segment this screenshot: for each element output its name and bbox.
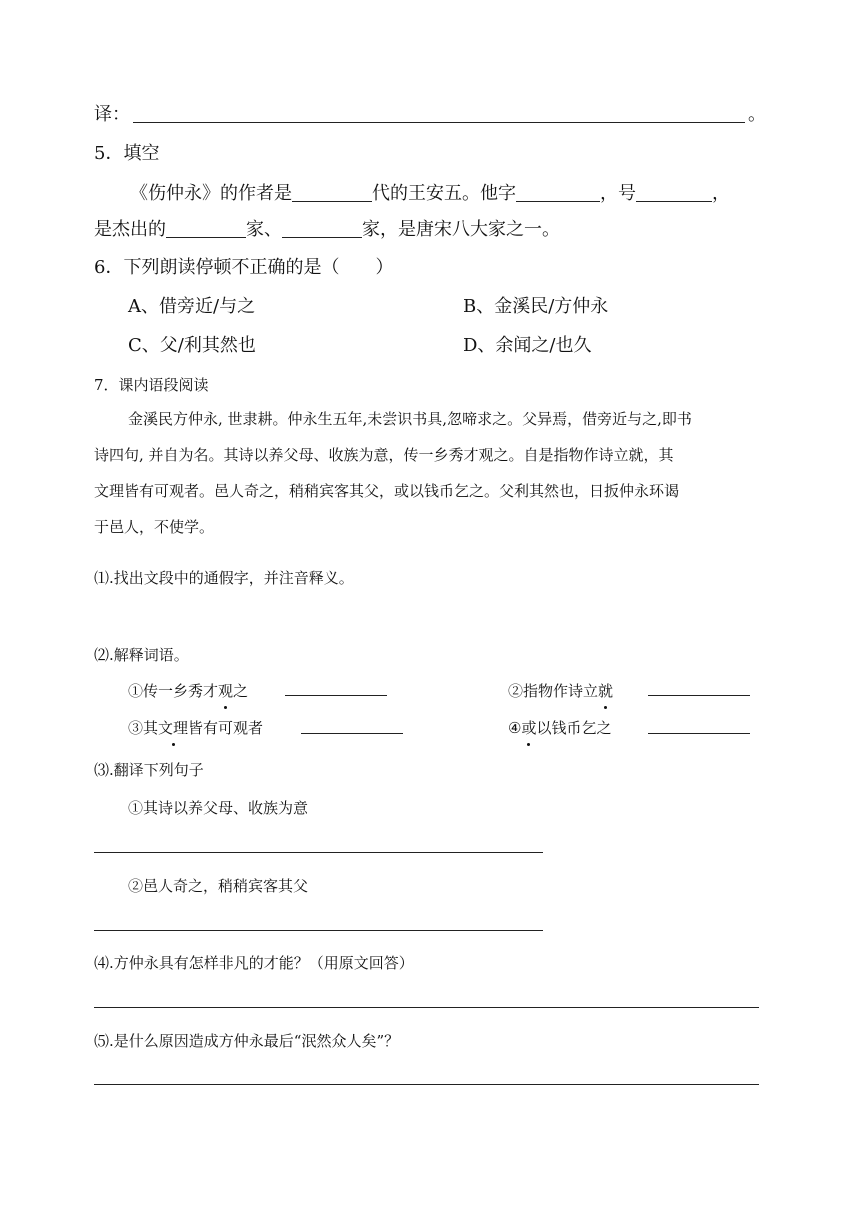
q6-option-a[interactable]: A、借旁近/与之 bbox=[128, 296, 256, 317]
word-answer-line-1[interactable] bbox=[285, 695, 387, 696]
sentence-1-answer-line[interactable] bbox=[94, 852, 543, 853]
sentence-1: ①其诗以养父母、收族为意 bbox=[128, 799, 309, 817]
q6-option-c[interactable]: C、父/利其然也 bbox=[128, 335, 256, 356]
q7-passage-line-3: 文理皆有可观者。邑人奇之，稍稍宾客其父，或以钱币乞之。父利其然也，日扳仲永环谒 bbox=[94, 482, 680, 500]
q5-blank-courtesy-name[interactable] bbox=[516, 183, 600, 202]
q7-passage-line-4: 于邑人，不使学。 bbox=[94, 518, 215, 536]
q7-passage-line-1: 金溪民方仲永, 世隶耕。仲永生五年,未尝识书具,忽啼求之。父异焉，借旁近与之,即书 bbox=[128, 410, 692, 428]
q7-sub3: ⑶.翻译下列句子 bbox=[94, 761, 204, 779]
q5-blank-dynasty[interactable] bbox=[292, 183, 372, 202]
word-item-1: ①传一乡秀才观之 bbox=[128, 679, 248, 703]
q7-passage-line-2: 诗四句, 并自为名。其诗以养父母、收族为意，传一乡秀才观之。自是指物作诗立就，其 bbox=[94, 446, 674, 464]
word-item-2: ②指物作诗立就 bbox=[508, 679, 613, 703]
q7-sub4: ⑷.方仲永具有怎样非凡的才能？（用原文回答） bbox=[94, 954, 414, 972]
q6-heading: 6．下列朗读停顿不正确的是（ ） bbox=[94, 257, 394, 278]
translate-answer-line[interactable] bbox=[133, 122, 745, 123]
word-item-3: ③其文理皆有可观者 bbox=[128, 716, 263, 740]
q5-heading: 5．填空 bbox=[94, 143, 160, 164]
q7-sub5: ⑸.是什么原因造成方仲永最后“泯然众人矣”？ bbox=[94, 1032, 400, 1050]
q5-line-2: 是杰出的 家、 家，是唐宋八大家之一。 bbox=[94, 219, 560, 240]
word-answer-line-2[interactable] bbox=[648, 695, 750, 696]
q6-option-d[interactable]: D、余闻之/也久 bbox=[463, 335, 592, 356]
q7-heading: 7．课内语段阅读 bbox=[94, 376, 209, 394]
q5-blank-pseudonym[interactable] bbox=[636, 183, 712, 202]
q7-sub5-answer-line[interactable] bbox=[94, 1084, 759, 1085]
translate-label: 译： bbox=[94, 104, 130, 125]
sentence-2: ②邑人奇之，稍稍宾客其父 bbox=[128, 877, 309, 895]
translate-period: 。 bbox=[748, 104, 766, 125]
q5-blank-role-1[interactable] bbox=[166, 219, 246, 238]
q7-sub1: ⑴.找出文段中的通假字，并注音释义。 bbox=[94, 569, 354, 587]
sentence-2-answer-line[interactable] bbox=[94, 930, 543, 931]
q5-line-1: 《伤仲永》的作者是 代的王安五。他字 ，号 ， bbox=[130, 183, 730, 204]
word-answer-line-4[interactable] bbox=[648, 733, 750, 734]
word-item-4: ④或以钱币乞之 bbox=[508, 716, 611, 740]
q5-blank-role-2[interactable] bbox=[282, 219, 362, 238]
q6-option-b[interactable]: B、金溪民/方仲永 bbox=[463, 296, 609, 317]
word-answer-line-3[interactable] bbox=[301, 733, 403, 734]
q7-sub4-answer-line[interactable] bbox=[94, 1007, 759, 1008]
q7-sub2: ⑵.解释词语。 bbox=[94, 646, 189, 664]
